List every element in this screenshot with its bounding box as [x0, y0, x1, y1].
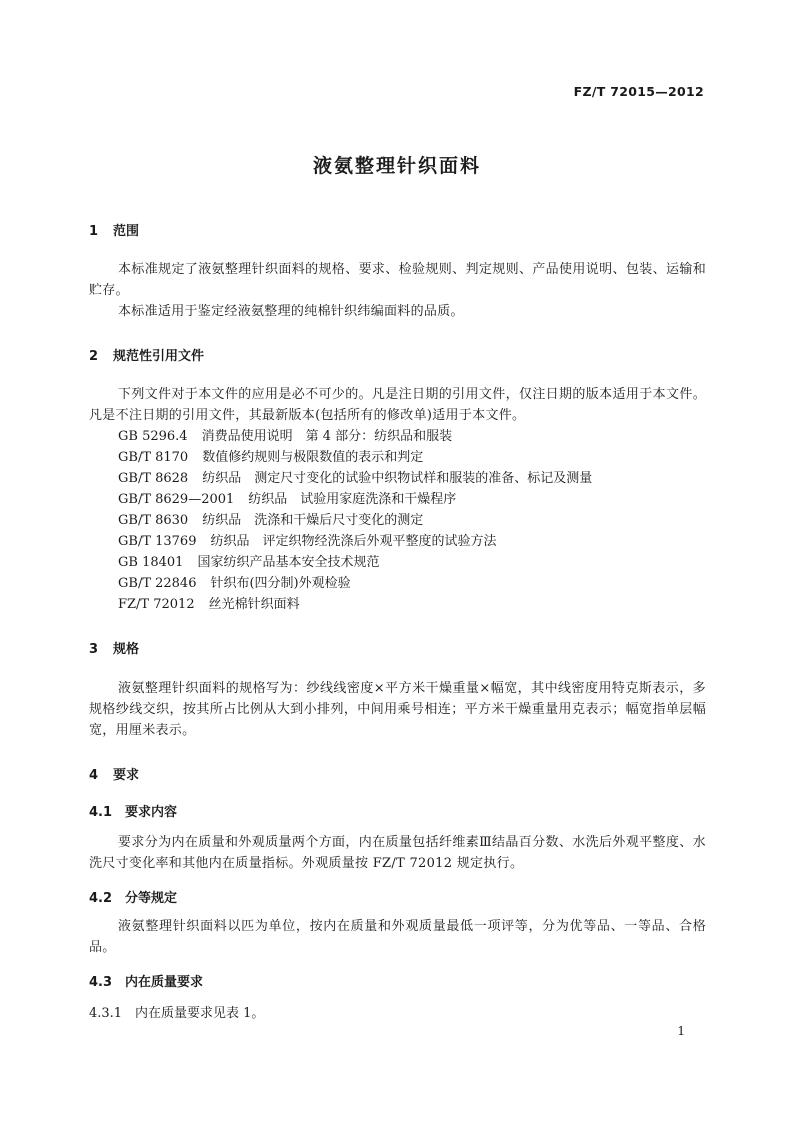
- reference-code: GB/T 8630: [118, 513, 189, 528]
- section-title: 分等规定: [125, 891, 178, 906]
- section-title: 要求内容: [125, 805, 178, 820]
- section-3-para: 液氨整理针织面料的规格写为：纱线线密度×平方米干燥重量×幅宽，其中线密度用特克斯表示，多规格纱线交织，按其所占比例从大到小排列，中间用乘号相连；平方米干燥重量用克表示；幅宽指单层幅宽，用厘米表示。: [89, 681, 706, 738]
- reference-code: GB/T 8629—2001: [118, 492, 235, 507]
- section-1-para-2: 本标准适用于鉴定经液氨整理的纯棉针织纬编面料的品质。: [118, 304, 464, 319]
- reference-title: 针织布(四分制)外观检验: [210, 576, 351, 591]
- section-title: 内在质量要求: [125, 975, 204, 990]
- section-number: 3: [89, 642, 99, 657]
- reference-item: [118, 426, 452, 447]
- reference-title: 纺织品 洗涤和干燥后尺寸变化的测定: [202, 513, 424, 528]
- section-4-1-para: 要求分为内在质量和外观质量两个方面，内在质量包括纤维素Ⅲ结晶百分数、水洗后外观平整度、水洗尺寸变化率和其他内在质量指标。外观质量按 FZ/T 72012 规定执行。: [89, 835, 706, 871]
- reference-item: [118, 573, 351, 594]
- reference-item: [118, 468, 592, 489]
- clause-text: 内在质量要求见表 1。: [135, 1006, 265, 1021]
- reference-title: 纺织品 评定织物经洗涤后外观平整度的试验方法: [210, 534, 497, 549]
- section-number: 2: [89, 349, 99, 364]
- section-1-para-1: 本标准规定了液氨整理针织面料的规格、要求、检验规则、判定规则、产品使用说明、包装、运输和贮存。: [89, 262, 706, 298]
- page-number: 1: [677, 1024, 685, 1038]
- section-number: 4.1: [89, 805, 113, 820]
- section-title: 范围: [113, 224, 140, 239]
- section-title: 要求: [113, 768, 140, 783]
- section-4-2-heading: [89, 887, 177, 906]
- reference-code: GB 5296.4: [118, 429, 188, 444]
- section-number: 1: [89, 224, 99, 239]
- section-number: 4.3.1: [89, 1006, 123, 1021]
- standard-number: FZ/T 72015—2012: [573, 84, 704, 99]
- reference-code: FZ/T 72012: [118, 597, 195, 612]
- section-4-1-heading: [89, 801, 177, 820]
- section-number: 4.3: [89, 975, 113, 990]
- reference-title: 消费品使用说明 第 4 部分：纺织品和服装: [201, 429, 453, 444]
- reference-item: [118, 510, 423, 531]
- reference-title: 国家纺织产品基本安全技术规范: [197, 555, 380, 570]
- reference-code: GB 18401: [118, 555, 184, 570]
- reference-item: [118, 447, 423, 468]
- section-4-2-para: 液氨整理针织面料以匹为单位，按内在质量和外观质量最低一项评等，分为优等品、一等品、合格品。: [89, 919, 706, 955]
- reference-code: GB/T 22846: [118, 576, 197, 591]
- reference-code: GB/T 8170: [118, 450, 189, 465]
- section-2-para: 下列文件对于本文件的应用是必不可少的。凡是注日期的引用文件，仅注日期的版本适用于本文件。凡是不注日期的引用文件，其最新版本(包括所有的修改单)适用于本文件。: [89, 387, 706, 423]
- section-3-heading: [89, 638, 139, 657]
- reference-item: [118, 594, 300, 615]
- reference-title: 丝光棉针织面料: [208, 597, 300, 612]
- reference-title: 纺织品 测定尺寸变化的试验中织物试样和服装的准备、标记及测量: [202, 471, 593, 486]
- document-title: 液氨整理针织面料: [312, 155, 481, 177]
- section-4-3-heading: [89, 971, 203, 990]
- reference-title: 纺织品 试验用家庭洗涤和干燥程序: [248, 492, 457, 507]
- reference-item: [118, 531, 497, 552]
- section-4-3-1: [89, 1002, 264, 1021]
- reference-title: 数值修约规则与极限数值的表示和判定: [202, 450, 424, 465]
- section-number: 4: [89, 768, 99, 783]
- section-2-heading: [89, 345, 204, 364]
- section-1-heading: [89, 220, 139, 239]
- section-title: 规范性引用文件: [113, 349, 205, 364]
- reference-item: [118, 489, 456, 510]
- section-4-heading: [89, 764, 139, 783]
- reference-item: [118, 552, 379, 573]
- reference-code: GB/T 13769: [118, 534, 197, 549]
- section-title: 规格: [113, 642, 140, 657]
- reference-code: GB/T 8628: [118, 471, 189, 486]
- section-number: 4.2: [89, 891, 113, 906]
